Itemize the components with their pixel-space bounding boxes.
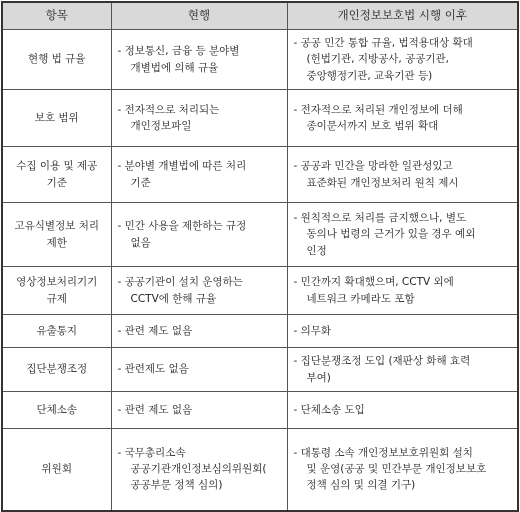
row-current-cell <box>111 267 287 315</box>
row-after-cell <box>287 429 518 511</box>
row-current-cell <box>111 90 287 147</box>
row-after-cell <box>287 267 518 315</box>
current-line: - 전자적으로 처리되는 <box>117 103 220 116</box>
current-line: 없음 <box>130 236 151 249</box>
row-item-cell <box>2 30 111 90</box>
current-line: 기준 <box>130 176 151 189</box>
table-row <box>2 90 518 147</box>
row-item-cell <box>2 267 111 315</box>
after-line: 정책 심의 및 의결 기구) <box>306 479 416 492</box>
item-line: 제한 <box>46 236 67 249</box>
item-line: 현행 법 규율 <box>28 53 86 66</box>
after-line: 동의나 법령의 근거가 있을 경우 예외 <box>306 228 476 241</box>
after-line: - 공공과 민간을 망라한 일관성있고 <box>293 160 453 173</box>
current-line: CCTV에 한해 규율 <box>130 292 217 305</box>
row-after-cell <box>287 315 518 348</box>
after-line: - 대통령 소속 개인정보보호위원회 설치 <box>293 446 473 459</box>
row-item-cell <box>2 147 111 203</box>
table-row <box>2 203 518 267</box>
comparison-table <box>1 1 519 512</box>
after-line: 중앙행정기관, 교육기관 등) <box>306 69 433 82</box>
row-item-cell <box>2 348 111 392</box>
table-row <box>2 267 518 315</box>
item-line: 기준 <box>46 176 67 189</box>
current-line: - 관련제도 없음 <box>117 363 189 376</box>
row-current-cell <box>111 429 287 511</box>
row-current-cell <box>111 348 287 392</box>
table-row <box>2 147 518 203</box>
after-line: 인정 <box>306 244 327 257</box>
item-line: 집단분쟁조정 <box>26 363 88 376</box>
current-line: - 민간 사용을 제한하는 규정 <box>117 220 247 233</box>
row-current-cell <box>111 30 287 90</box>
row-current-cell <box>111 315 287 348</box>
table-row <box>2 30 518 90</box>
after-line: - 의무화 <box>293 324 332 337</box>
item-line: 보호 범위 <box>34 111 79 124</box>
after-line: - 전자적으로 처리된 개인정보에 더해 <box>293 103 463 116</box>
row-item-cell <box>2 203 111 267</box>
item-line: 수집 이용 및 제공 <box>16 160 98 173</box>
after-line: 부여) <box>306 371 331 384</box>
after-line: (헌법기관, 지방공사, 공공기관, <box>306 53 450 66</box>
after-line: - 원칙적으로 처리를 금지했으나, 별도 <box>293 212 467 225</box>
current-line: 개별법에 의해 규율 <box>130 61 219 74</box>
after-line: 및 운영(공공 및 민간부문 개인정보보호 <box>306 463 487 476</box>
after-line: - 민간까지 확대했으며, CCTV 외에 <box>293 276 454 289</box>
current-line: - 공공기관이 설치 운영하는 <box>117 276 243 289</box>
item-line: 유출통지 <box>36 324 78 337</box>
row-after-cell <box>287 203 518 267</box>
item-line: 위원회 <box>41 463 72 476</box>
after-line: 표준화된 개인정보처리 원칙 제시 <box>306 176 459 189</box>
after-line: 종이문서까지 보호 범위 확대 <box>306 120 439 132</box>
row-after-cell <box>287 30 518 90</box>
header-after: 개인정보보호법 시행 이후 <box>287 2 518 30</box>
item-line: 영상정보처리기기 <box>16 276 98 289</box>
current-line: - 정보통신, 금융 등 분야별 <box>117 45 240 58</box>
after-line: 네트워크 카메라도 포함 <box>306 292 415 305</box>
table-row <box>2 429 518 511</box>
after-line: - 집단분쟁조정 도입 (재판상 화해 효력 <box>293 355 471 368</box>
current-line: 개인정보파일 <box>130 120 192 132</box>
header-row <box>2 2 518 30</box>
current-line: - 관련 제도 없음 <box>117 403 193 416</box>
row-item-cell <box>2 429 111 511</box>
row-item-cell <box>2 392 111 429</box>
row-after-cell <box>287 392 518 429</box>
row-after-cell <box>287 90 518 147</box>
table-row <box>2 315 518 348</box>
row-current-cell <box>111 147 287 203</box>
header-current: 현행 <box>111 2 287 30</box>
header-item: 항목 <box>2 2 111 30</box>
current-line: 공공기관개인정보심의위원회( <box>130 463 267 476</box>
current-line: - 국무총리소속 <box>117 446 186 459</box>
row-item-cell <box>2 90 111 147</box>
after-line: - 공공 민간 통합 규율, 법적용대상 확대 <box>293 37 473 50</box>
row-current-cell <box>111 392 287 429</box>
row-after-cell <box>287 147 518 203</box>
item-line: 고유식별정보 처리 <box>14 220 99 233</box>
row-after-cell <box>287 348 518 392</box>
current-line: 공공부문 정책 심의) <box>130 479 223 492</box>
row-current-cell <box>111 203 287 267</box>
row-item-cell <box>2 315 111 348</box>
after-line: - 단체소송 도입 <box>293 403 365 416</box>
table-row <box>2 392 518 429</box>
table-row <box>2 348 518 392</box>
current-line: - 관련 제도 없음 <box>117 324 193 337</box>
item-line: 단체소송 <box>36 403 78 416</box>
current-line: - 분야별 개별법에 따른 처리 <box>117 160 247 173</box>
item-line: 규제 <box>46 292 67 305</box>
